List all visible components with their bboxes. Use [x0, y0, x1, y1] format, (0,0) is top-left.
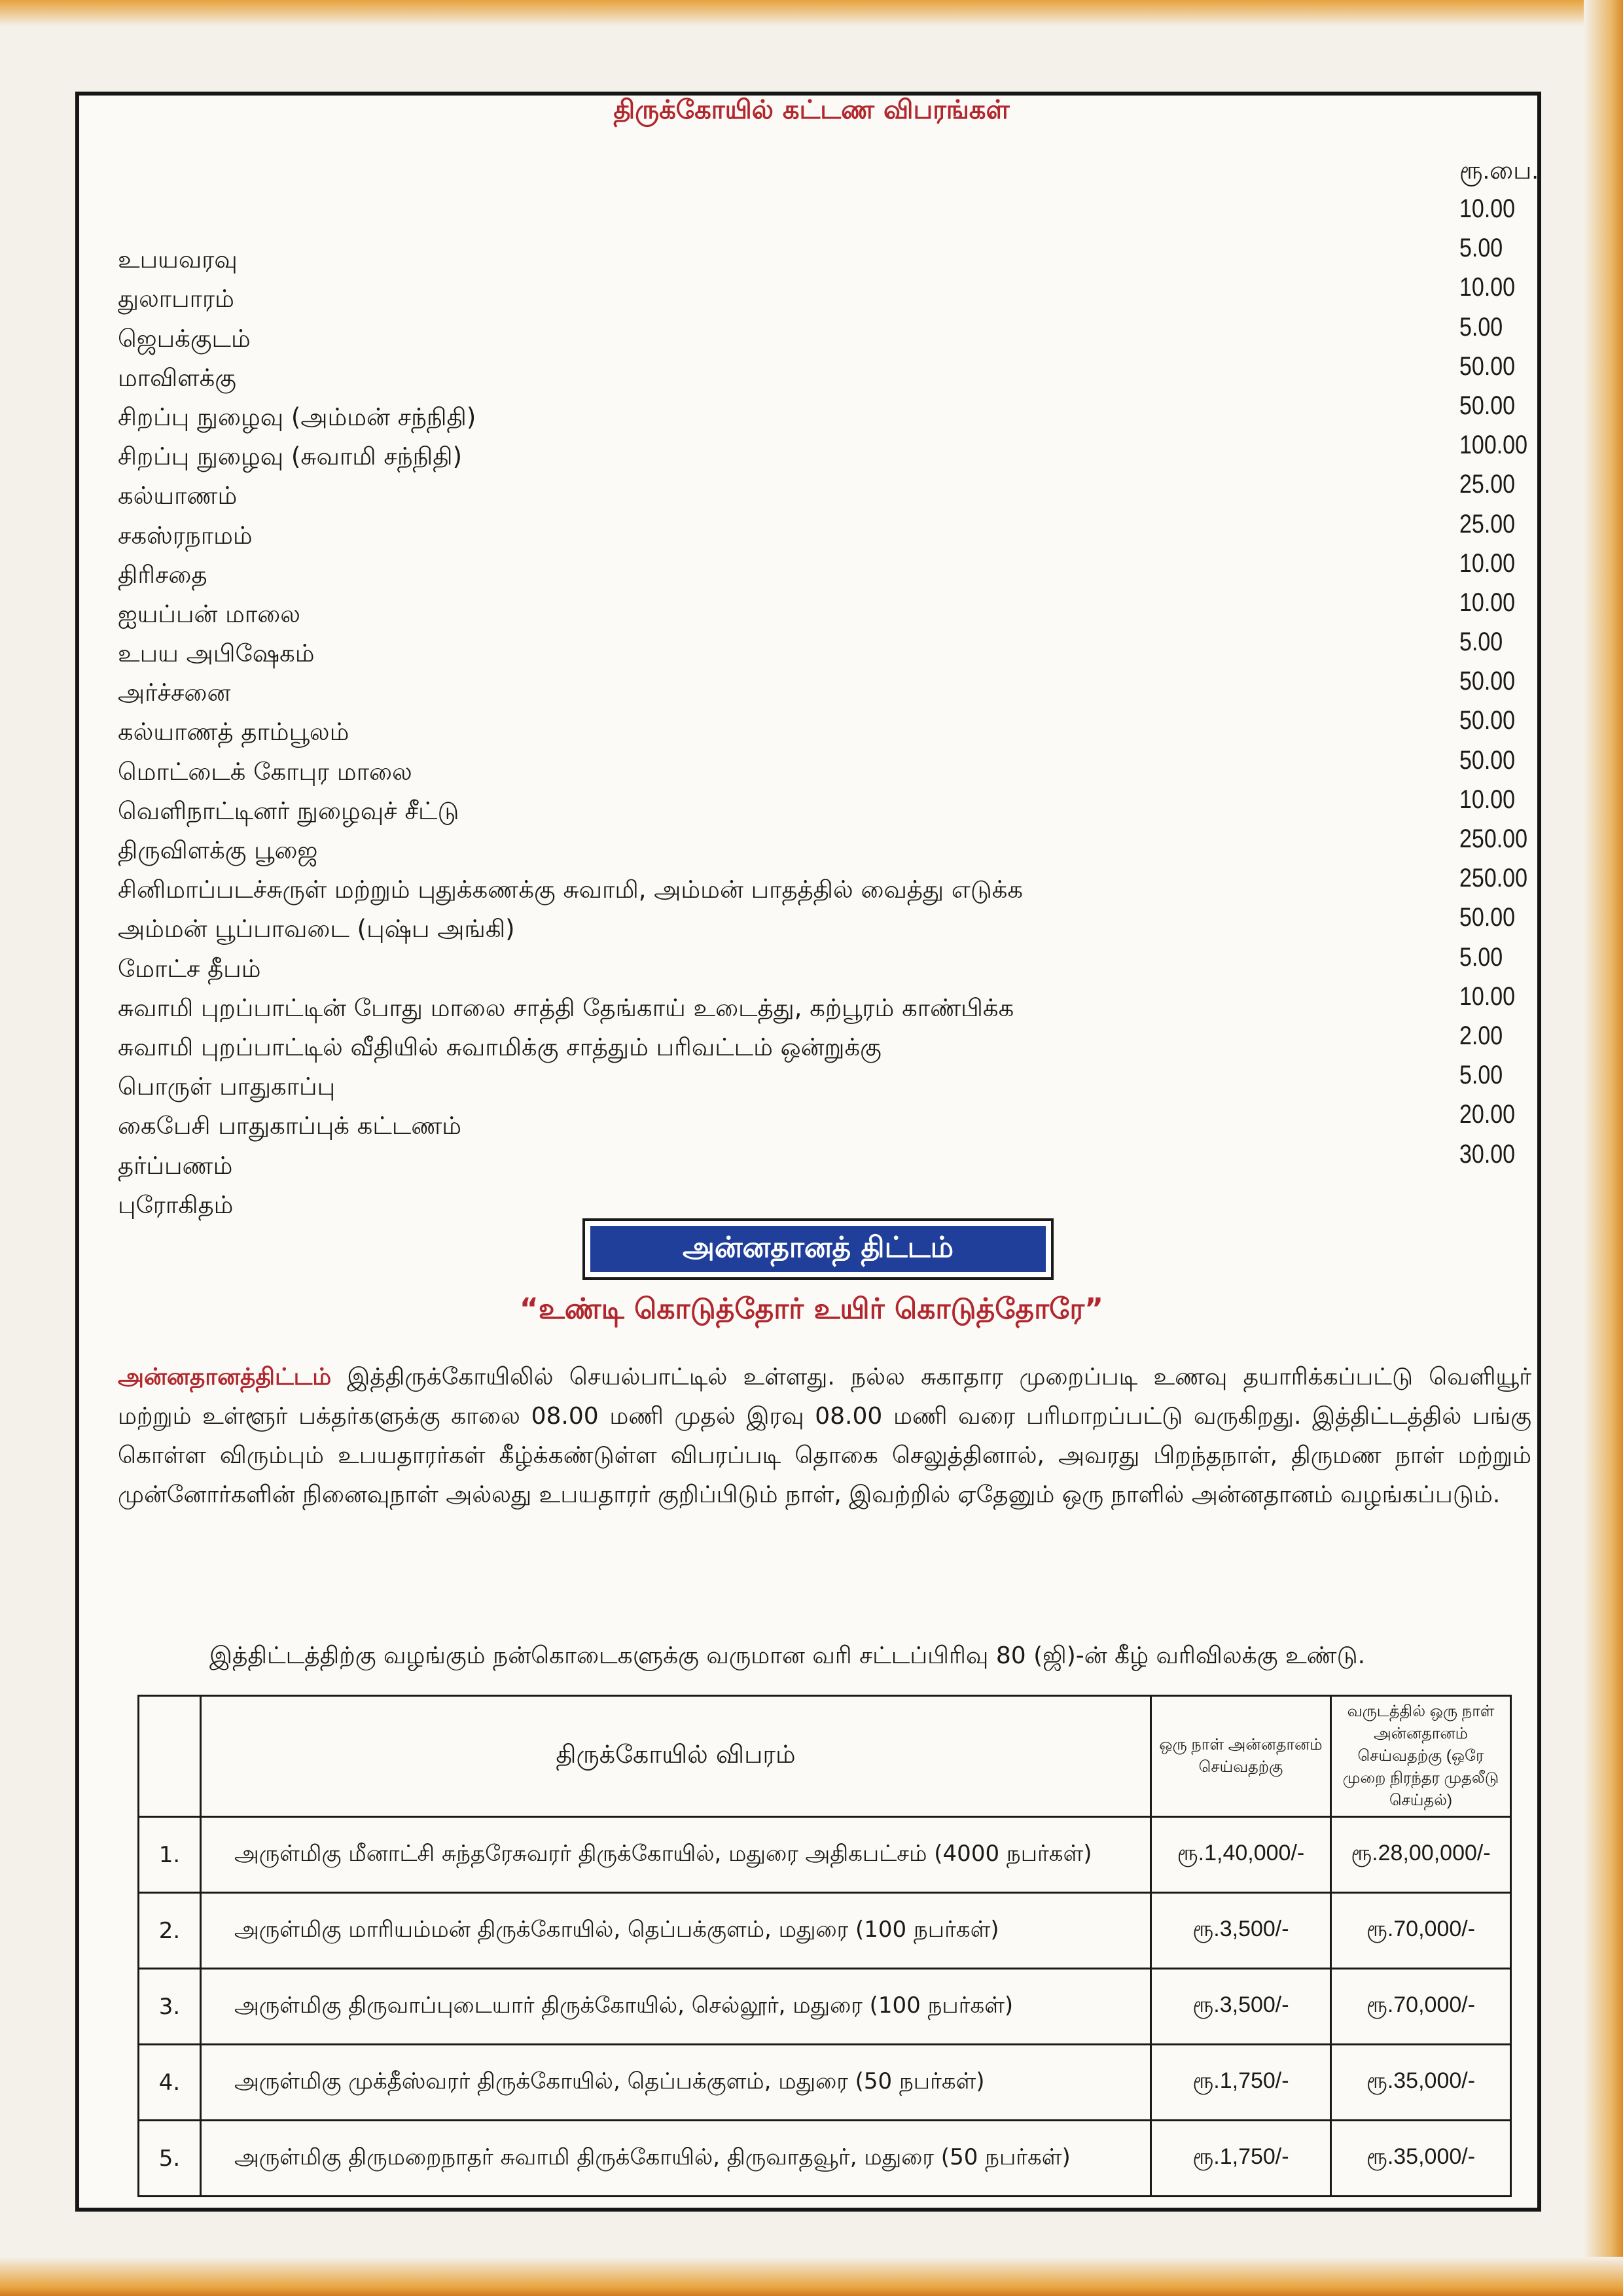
header-one-day: ஒரு நாள் அன்னதானம் செய்வதற்கு — [1151, 1696, 1331, 1817]
fee-name: கல்யாணத் தாம்பூலம் — [118, 718, 349, 747]
fee-name: உபயவரவு — [118, 245, 238, 274]
fee-name: திரிசதை — [118, 560, 207, 589]
fee-name: சினிமாப்படச்சுருள் மற்றும் புதுக்கணக்கு சுவாமி, அம்மன் பாதத்தில் வைத்து எடுக்க — [118, 875, 1024, 904]
annadhanam-banner — [582, 1218, 1054, 1280]
row-one-day-amount: ரூ.1,40,000/- — [1151, 1817, 1331, 1893]
fee-row — [118, 942, 1503, 994]
fee-name: சுவாமி புறப்பாட்டில் வீதியில் சுவாமிக்கு சாத்தும் பரிவட்டம் ஒன்றுக்கு — [118, 1033, 882, 1061]
fee-row — [118, 391, 1516, 442]
fee-name: சுவாமி புறப்பாட்டின் போது மாலை சாத்தி தேங்காய் உடைத்து, கற்பூரம் காண்பிக்க — [118, 993, 1014, 1022]
fee-amount: 20.00 — [1459, 1100, 1516, 1129]
fee-name: ஐயப்பன் மாலை — [118, 599, 300, 628]
fee-amount: 10.00 — [1459, 588, 1516, 617]
table-row — [139, 2045, 1511, 2121]
fee-amount: 5.00 — [1459, 1061, 1503, 1090]
fee-name: அம்மன் பூப்பாவடை (புஷ்ப அங்கி) — [118, 915, 515, 944]
row-temple: அருள்மிகு மீனாட்சி சுந்தரேசுவரர் திருக்கோயில், மதுரை அதிகபட்சம் (4000 நபர்கள்) — [201, 1817, 1151, 1893]
header-temple-details: திருக்கோயில் விபரம் — [201, 1696, 1151, 1817]
fee-name: புரோகிதம் — [118, 1190, 234, 1219]
fee-name: துலாபாரம் — [118, 285, 234, 313]
fee-name: சகஸ்ரநாமம் — [118, 521, 253, 550]
fee-row — [118, 824, 1527, 875]
table-row — [139, 1893, 1511, 1969]
fee-amount: 25.00 — [1459, 509, 1516, 539]
fee-amount: 10.00 — [1459, 194, 1516, 223]
fee-name: தர்ப்பணம் — [118, 1151, 233, 1180]
header-yearly: வருடத்தில் ஒரு நாள் அன்னதானம் செய்வதற்கு (ஒரே முறை நிரந்தர முதலீடு செய்தல்) — [1331, 1696, 1511, 1817]
donation-table — [137, 1695, 1512, 2197]
fee-amount: 100.00 — [1459, 431, 1527, 460]
fee-row — [118, 351, 1516, 403]
fee-row — [118, 981, 1516, 1033]
fee-amount: 5.00 — [1459, 942, 1503, 972]
table-row — [139, 1969, 1511, 2045]
fee-name: சிறப்பு நுழைவு (சுவாமி சந்நிதி) — [118, 442, 463, 471]
fee-row — [118, 627, 1503, 679]
fee-row — [118, 548, 1516, 600]
fee-amount: 5.00 — [1459, 312, 1503, 342]
page-edge-top — [0, 0, 1623, 26]
row-one-day-amount: ரூ.3,500/- — [1151, 1893, 1331, 1969]
row-one-day-amount: ரூ.1,750/- — [1151, 2121, 1331, 2197]
row-yearly-amount: ரூ.70,000/- — [1331, 1893, 1511, 1969]
table-row — [139, 2121, 1511, 2197]
fee-amount: 50.00 — [1459, 706, 1516, 735]
fee-amount: 5.00 — [1459, 627, 1503, 657]
row-number: 5. — [139, 2121, 201, 2197]
fee-row — [118, 785, 1516, 836]
fee-amount: 30.00 — [1459, 1139, 1516, 1169]
row-number: 1. — [139, 1817, 201, 1893]
fee-amount: 50.00 — [1459, 391, 1516, 420]
fee-name: கைபேசி பாதுகாப்புக் கட்டணம் — [118, 1112, 462, 1140]
row-yearly-amount: ரூ.28,00,000/- — [1331, 1817, 1511, 1893]
fee-row — [118, 1061, 1503, 1112]
page-title: திருக்கோயில் கட்டண விபரங்கள் — [613, 95, 1010, 125]
row-temple: அருள்மிகு முக்தீஸ்வரர் திருக்கோயில், தெப்பக்குளம், மதுரை (50 நபர்கள்) — [201, 2045, 1151, 2121]
fee-amount: 50.00 — [1459, 667, 1516, 696]
fee-row — [118, 667, 1516, 718]
fee-amount: 10.00 — [1459, 273, 1516, 302]
fee-row — [118, 1021, 1503, 1072]
fee-amount: 10.00 — [1459, 981, 1516, 1011]
fee-row — [118, 509, 1516, 561]
fee-row — [118, 588, 1516, 639]
page-edge-bottom — [0, 2257, 1623, 2296]
table-body — [139, 1817, 1511, 2197]
row-temple: அருள்மிகு திருவாப்புடையார் திருக்கோயில், செல்லூர், மதுரை (100 நபர்கள்) — [201, 1969, 1151, 2045]
fee-name: திருவிளக்கு பூஜை — [118, 836, 318, 864]
fee-amount: 10.00 — [1459, 548, 1516, 578]
fee-amount: 50.00 — [1459, 903, 1516, 932]
fee-amount: 50.00 — [1459, 351, 1516, 381]
tax-exemption-note: இத்திட்டத்திற்கு வழங்கும் நன்கொடைகளுக்கு வருமான வரி சட்டப்பிரிவு 80 (ஜி)-ன் கீழ் வரிவிலக்கு உண்டு. — [209, 1642, 1366, 1669]
scheme-description-lead: அன்னதானத்திட்டம் — [118, 1364, 332, 1390]
fee-name: மொட்டைக் கோபுர மாலை — [118, 757, 412, 786]
fee-row — [118, 745, 1516, 797]
fee-amount: 2.00 — [1459, 1021, 1503, 1050]
fee-name: வெளிநாட்டினர் நுழைவுச் சீட்டு — [118, 796, 459, 825]
row-temple: அருள்மிகு மாரியம்மன் திருக்கோயில், தெப்பக்குளம், மதுரை (100 நபர்கள்) — [201, 1893, 1151, 1969]
fee-name: பொருள் பாதுகாப்பு — [118, 1072, 336, 1101]
fee-row — [118, 431, 1527, 482]
row-yearly-amount: ரூ.70,000/- — [1331, 1969, 1511, 2045]
fee-row — [118, 470, 1516, 521]
row-number: 2. — [139, 1893, 201, 1969]
row-one-day-amount: ரூ.3,500/- — [1151, 1969, 1331, 2045]
row-number: 3. — [139, 1969, 201, 2045]
fee-row — [118, 312, 1503, 364]
row-one-day-amount: ரூ.1,750/- — [1151, 2045, 1331, 2121]
fee-list — [118, 194, 1527, 1230]
fee-row — [118, 903, 1516, 954]
row-number: 4. — [139, 2045, 201, 2121]
fee-amount: 10.00 — [1459, 785, 1516, 814]
fee-name: கல்யாணம் — [118, 482, 238, 510]
row-yearly-amount: ரூ.35,000/- — [1331, 2045, 1511, 2121]
fee-name: ஜெபக்குடம் — [118, 324, 251, 353]
scheme-description — [118, 1358, 1531, 1515]
fee-row — [118, 234, 1503, 285]
fee-row — [118, 706, 1516, 757]
fee-amount: 5.00 — [1459, 234, 1503, 263]
fee-row — [118, 273, 1516, 324]
banner-label: அன்னதானத் திட்டம் — [590, 1226, 1046, 1272]
page-edge-right — [1584, 0, 1623, 2296]
table-header-row — [139, 1696, 1511, 1817]
fee-name: சிறப்பு நுழைவு (அம்மன் சந்நிதி) — [118, 402, 476, 431]
scheme-description-body: இத்திருக்கோயிலில் செயல்பாட்டில் உள்ளது. நல்ல சுகாதார முறைப்படி உணவு தயாரிக்கப்பட்டு வெளியூர் மற்றும் உள்ளூர் பக்தர்களுக்கு காலை 08.00 மணி முதல் இரவு 08.00 மணி வரை பரிமாறப்பட்டு வருகிறது. இத்திட்டத்தில் பங்கு கொள்ள விரும்பும் உபயதாரர்கள் கீழ்க்கண்டுள்ள விபரப்படி தொகை செலுத்தினால், அவரது பிறந்தநாள், திருமண நாள் மற்றும் முன்னோர்களின் நினைவுநாள் அல்லது உபயதாரர் குறிப்பிடும் நாள், இவற்றில் ஏதேனும் ஒரு நாளில் அன்னதானம் வழங்கப்படும். — [118, 1364, 1531, 1508]
fee-name: மாவிளக்கு — [118, 363, 236, 392]
table-row — [139, 1817, 1511, 1893]
currency-unit-label: ரூ.பை. — [1459, 157, 1539, 185]
fee-amount: 25.00 — [1459, 470, 1516, 499]
fee-row — [118, 194, 1516, 245]
header-number — [139, 1696, 201, 1817]
fee-row — [118, 1100, 1516, 1151]
fee-amount: 50.00 — [1459, 745, 1516, 775]
fee-name: அர்ச்சனை — [118, 679, 231, 707]
row-temple: அருள்மிகு திருமறைநாதர் சுவாமி திருக்கோயில், திருவாதவூர், மதுரை (50 நபர்கள்) — [201, 2121, 1151, 2197]
fee-amount: 250.00 — [1459, 824, 1527, 853]
fee-amount: 250.00 — [1459, 864, 1527, 893]
fee-row — [118, 1139, 1516, 1191]
fee-row — [118, 864, 1527, 915]
fee-name: மோட்ச தீபம் — [118, 954, 261, 983]
row-yearly-amount: ரூ.35,000/- — [1331, 2121, 1511, 2197]
motto-quote: “உண்டி கொடுத்தோர் உயிர் கொடுத்தோரே” — [519, 1292, 1104, 1326]
fee-name: உபய அபிஷேகம் — [118, 639, 315, 668]
